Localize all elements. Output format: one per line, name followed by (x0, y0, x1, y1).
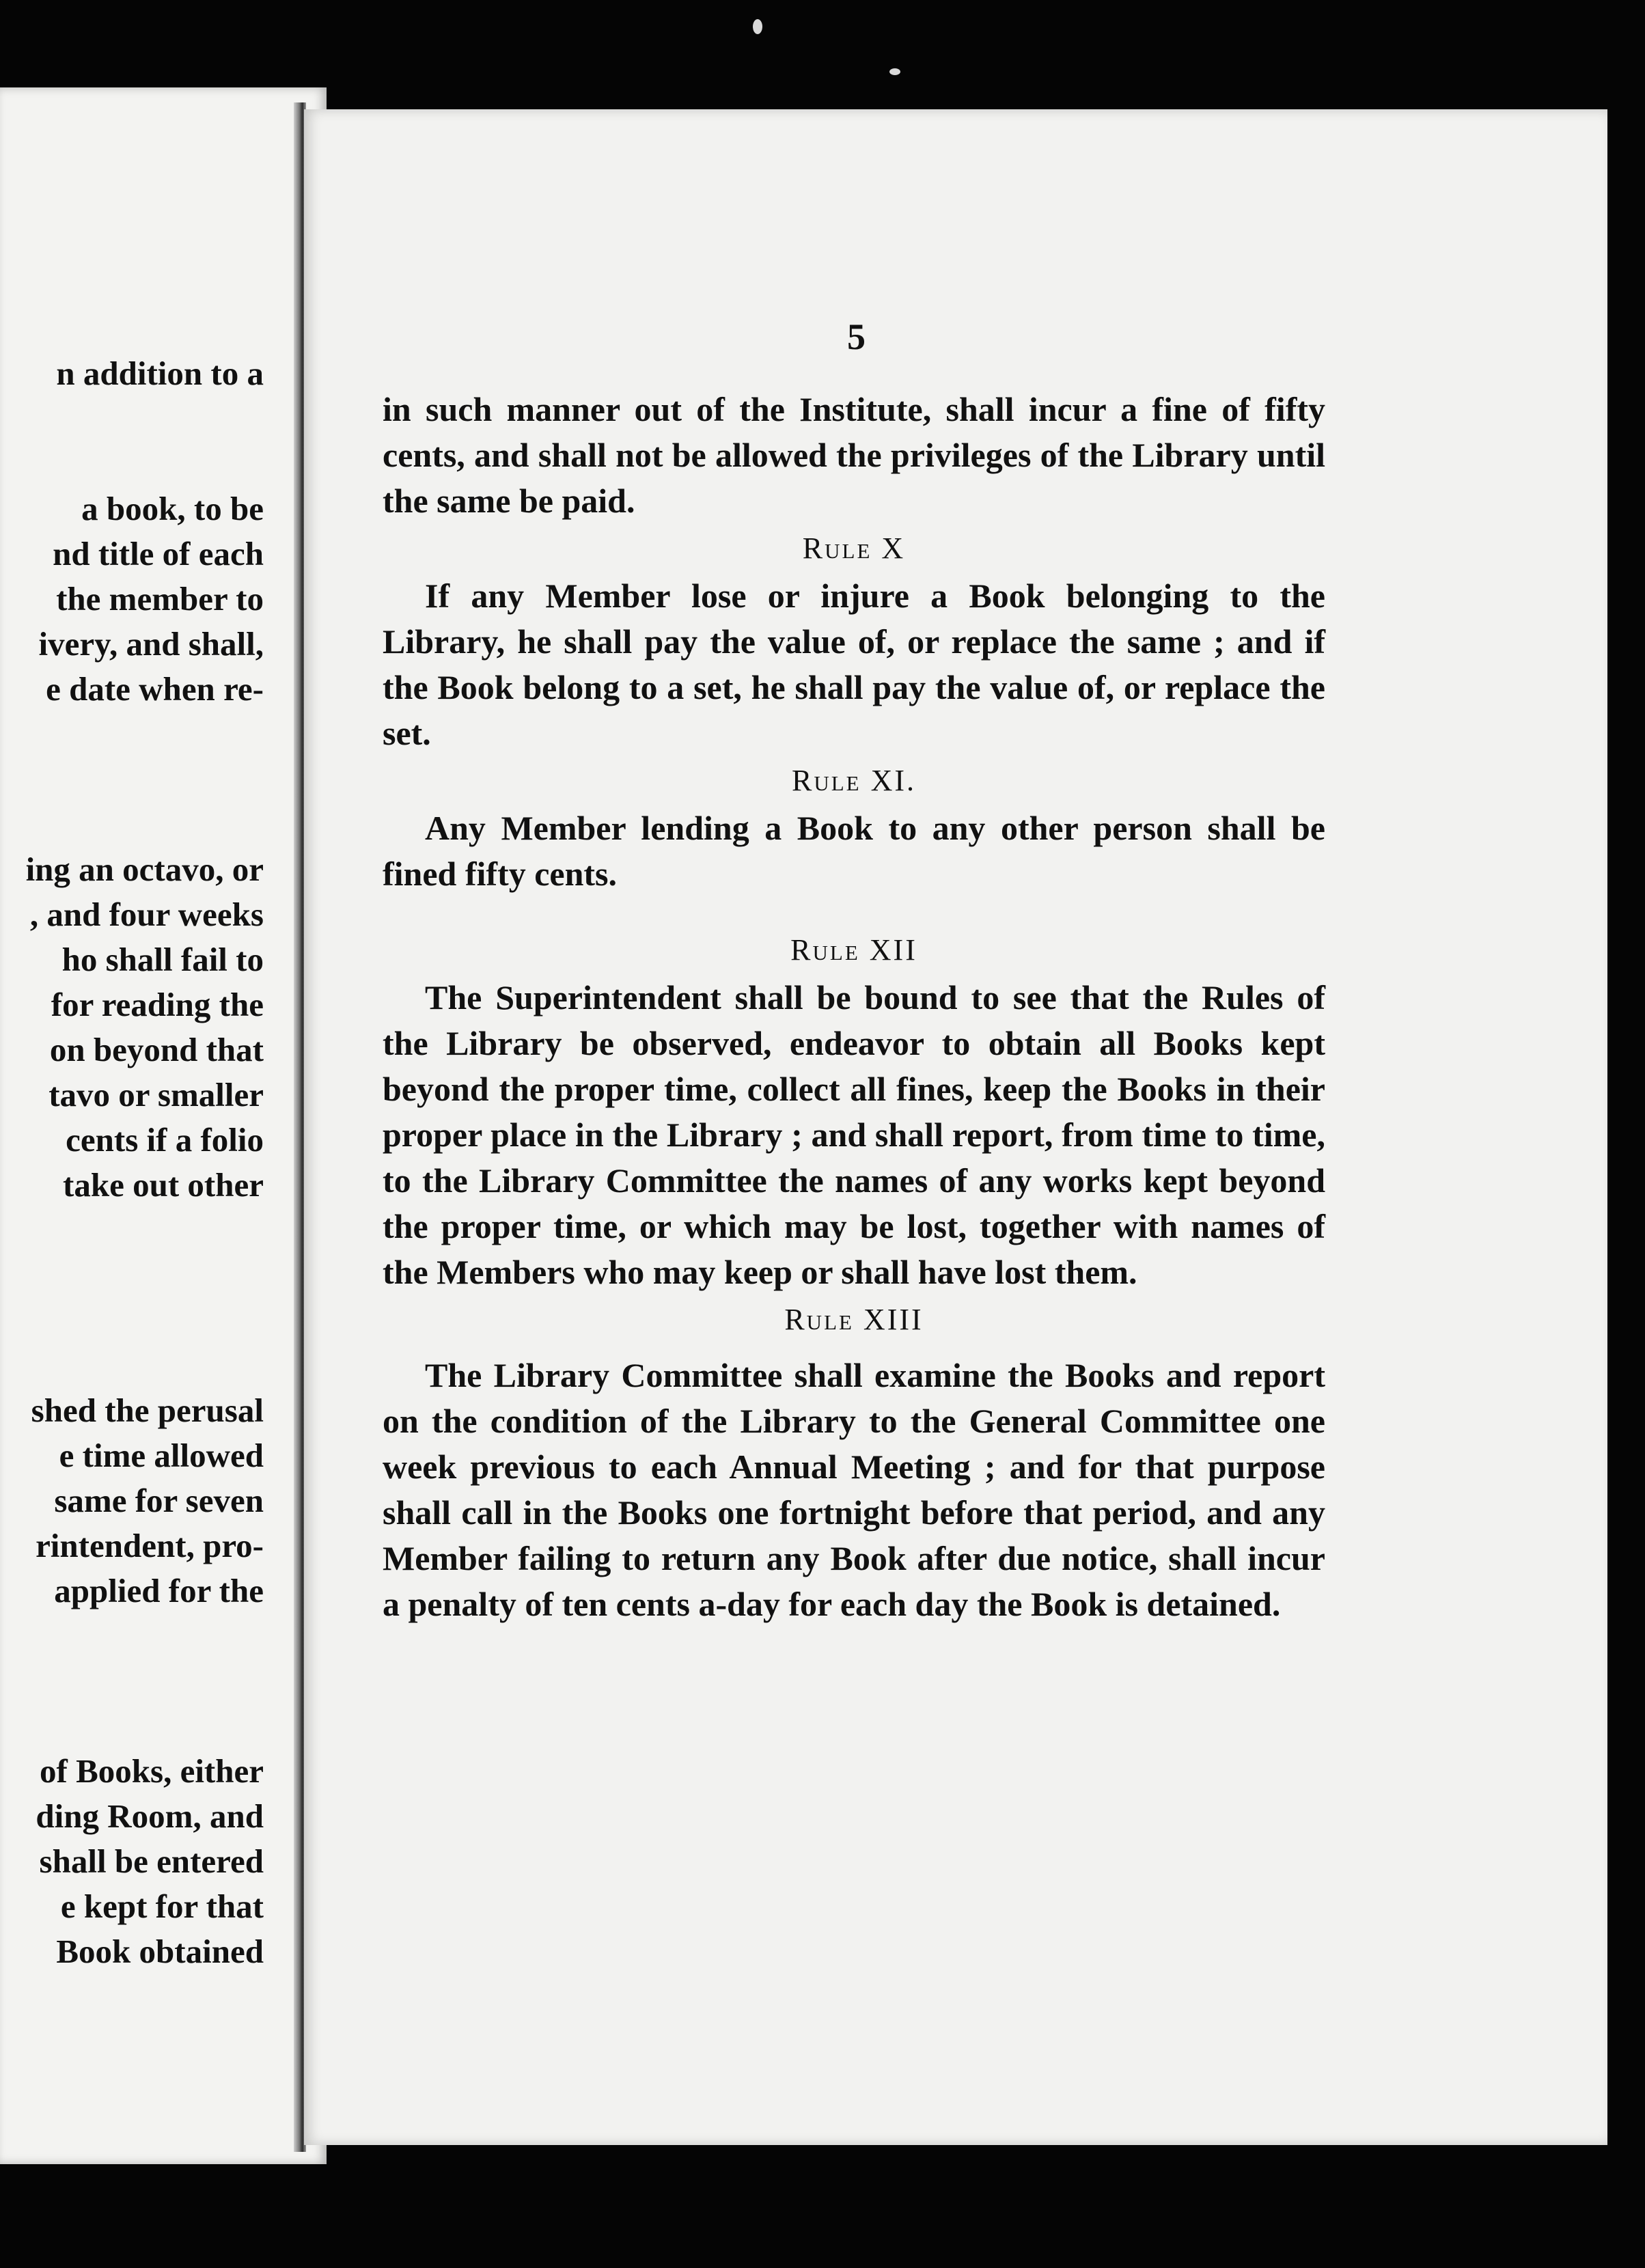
left-page-line: e time allowed (59, 1437, 264, 1474)
left-page-gap (0, 1614, 264, 1659)
left-page-line: e date when re- (46, 670, 264, 708)
left-page-line: of Books, either (40, 1752, 264, 1790)
left-page-gap (0, 1704, 264, 1749)
rule-xi-text: Any Member lending a Book to any other person shall be fined fifty cents. (383, 809, 1325, 893)
left-page-gap (0, 396, 264, 441)
left-page-line: a book, to be (81, 490, 264, 527)
rule-xi-heading: Rule XI. (791, 764, 917, 797)
left-page-line: ho shall fail to (61, 941, 264, 978)
rule-xii-heading: Rule XII (790, 933, 917, 967)
left-page-line: same for seven (54, 1482, 264, 1519)
rule-xiii-text: The Library Committee shall examine the Books and report on the condition of the Library to the General Committee one week previous to each Annual Meeting ; and for that purpose shall call in the Books one fortnight before that period, and any Member failing to return any Book after due notice, shall incur a penalty of ten cents a-day for each day the Book is detained. (383, 1356, 1325, 1623)
left-page-line: cents if a folio (66, 1121, 264, 1159)
rule-x-heading: Rule X (802, 531, 906, 565)
left-page-line: Book obtained (56, 1933, 264, 1970)
left-page-gap (0, 1208, 264, 1253)
left-page-line: tavo or smaller (49, 1076, 264, 1114)
left-page-line: for reading the (51, 986, 264, 1023)
rule-xiii-heading: Rule XIII (784, 1303, 924, 1336)
left-page-line: take out other (63, 1166, 264, 1204)
left-page-line: , and four weeks (29, 896, 264, 933)
left-page-gap (0, 1343, 264, 1388)
left-page-line: ing an octavo, or (25, 850, 264, 888)
left-page-line: applied for the (54, 1572, 264, 1609)
left-page-line: the member to (56, 580, 264, 618)
rule-x-text: If any Member lose or injure a Book belonging to the Library, he shall pay the value of, or replace the same ; and if the Book belong to a set, he shall pay the value of, or replace the set. (383, 577, 1325, 752)
left-page-line: rintendent, pro- (36, 1527, 264, 1564)
opening-paragraph: in such manner out of the Institute, shall incur a fine of fifty cents, and shall not be allowed the privileges of the Library until the same be paid. (383, 390, 1325, 520)
left-page-gap (0, 441, 264, 486)
left-page-text (0, 351, 264, 1974)
left-page-gap (0, 757, 264, 802)
right-page-body (383, 387, 1325, 1627)
page-number: 5 (847, 316, 866, 357)
left-page-gap (0, 712, 264, 757)
left-page-line: ding Room, and (36, 1797, 264, 1835)
rule-xii-text: The Superintendent shall be bound to see that the Rules of the Library be observed, endeavor to obtain all Books kept beyond the proper time, collect all fines, keep the Books in their proper place in the Library ; and shall report, from time to time, to the Library Committee the names of any works kept beyond the proper time, or which may be lost, together with names of the Members who may keep or shall have lost them. (383, 978, 1325, 1291)
left-page-line: n addition to a (56, 355, 264, 392)
left-page (0, 87, 327, 2164)
left-page-line: shed the perusal (31, 1392, 264, 1429)
left-page-line: ivery, and shall, (38, 625, 264, 663)
spacer (383, 1344, 1325, 1353)
left-page-gap (0, 1298, 264, 1343)
left-page-line: on beyond that (49, 1031, 264, 1068)
left-page-gap (0, 1253, 264, 1298)
scan-speck (753, 19, 762, 34)
left-page-line: e kept for that (60, 1887, 264, 1925)
scan-speck (889, 68, 900, 75)
left-page-line: nd title of each (53, 535, 264, 572)
left-page-gap (0, 802, 264, 847)
left-page-line: shall be entered (39, 1842, 264, 1880)
left-page-gap (0, 1659, 264, 1704)
